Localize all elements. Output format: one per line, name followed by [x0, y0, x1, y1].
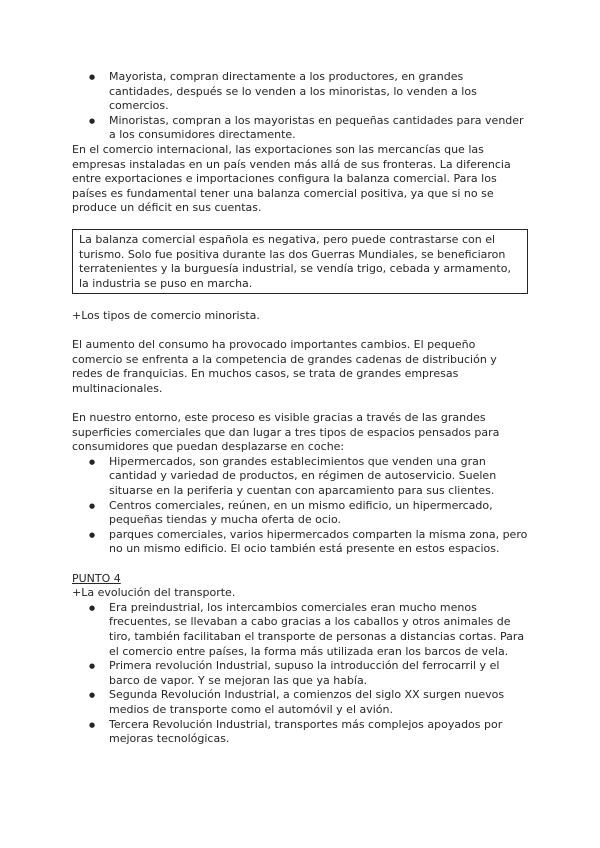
document-content: [72, 70, 528, 747]
list-item-hipermercados: ● Hipermercados, son grandes establecimientos que venden una gran cantidad y variedad de productos, en régimen de autoservicio. Suelen situarse en la periferia y cuentan con aparcamiento para sus clientes.: [72, 455, 528, 499]
boxed-note-text: La balanza comercial española es negativa, pero puede contrastarse con el turismo. Solo fue positiva durante las dos Guerras Mundiales, se beneficiaron terratenientes y la burguesía industrial, se vendía trigo, cebada y armamento, la industria se puso en marcha.: [79, 232, 511, 290]
list-item-tercera-revolucion: ● Tercera Revolución Industrial, transportes más complejos apoyados por mejoras tecnológicas.: [72, 718, 528, 747]
paragraph-nuestro-entorno: En nuestro entorno, este proceso es visible gracias a través de las grandes superficies comerciales que dan lugar a tres tipos de espacios pensados para consumidores que puedan desplazarse en coche:: [72, 411, 500, 454]
list-grandes-superficies: [72, 455, 528, 557]
list-item-primera-revolucion: ● Primera revolución Industrial, supuso la introducción del ferrocarril y el barco de vapor. Y se mejoran las que ya había.: [72, 659, 528, 688]
list-item-centros-comerciales: ● Centros comerciales, reúnen, en un mismo edificio, un hipermercado, pequeñas tiendas y mucha oferta de ocio.: [72, 499, 528, 528]
list-comercio-interior: [72, 70, 528, 143]
list-item-segunda-revolucion: ● Segunda Revolución Industrial, a comienzos del siglo XX surgen nuevos medios de transporte como el automóvil y el avión.: [72, 688, 528, 717]
list-item-mayorista: ● Mayorista, compran directamente a los productores, en grandes cantidades, después se lo venden a los minoristas, lo venden a los comercios.: [72, 70, 528, 114]
boxed-note-balanza: [72, 229, 528, 294]
paragraph-comercio-internacional: En el comercio internacional, las exportaciones son las mercancías que las empresas instaladas en un país venden más allá de sus fronteras. La diferencia entre exportaciones e importaciones configura la balanza comercial. Para los países es fundamental tener una balanza comercial positiva, ya que si no se produce un déficit en sus cuentas.: [72, 142, 511, 215]
heading-tipos-comercio-minorista: +Los tipos de comercio minorista.: [72, 308, 260, 322]
list-evolucion-transporte: [72, 601, 528, 747]
paragraph-aumento-consumo: El aumento del consumo ha provocado importantes cambios. El pequeño comercio se enfrenta a la competencia de grandes cadenas de distribución y redes de franquicias. En muchos casos, se trata de grandes empresas multinacionales.: [72, 338, 497, 395]
list-item-parques-comerciales: ● parques comerciales, varios hipermercados comparten la misma zona, pero no un mismo edificio. El ocio también está presente en estos espacios.: [72, 528, 528, 557]
heading-evolucion-transporte: +La evolución del transporte.: [72, 586, 236, 600]
section-label-punto-4: PUNTO 4: [72, 571, 121, 585]
list-item-minoristas: ● Minoristas, compran a los mayoristas en pequeñas cantidades para vender a los consumidores directamente.: [72, 114, 528, 143]
list-item-era-preindustrial: ● Era preindustrial, los intercambios comerciales eran mucho menos frecuentes, se llevaban a cabo gracias a los caballos y otros animales de tiro, también facilitaban el transporte de personas a distancias cortas. Para el comercio entre países, la forma más utilizada eran los barcos de vela.: [72, 601, 528, 659]
